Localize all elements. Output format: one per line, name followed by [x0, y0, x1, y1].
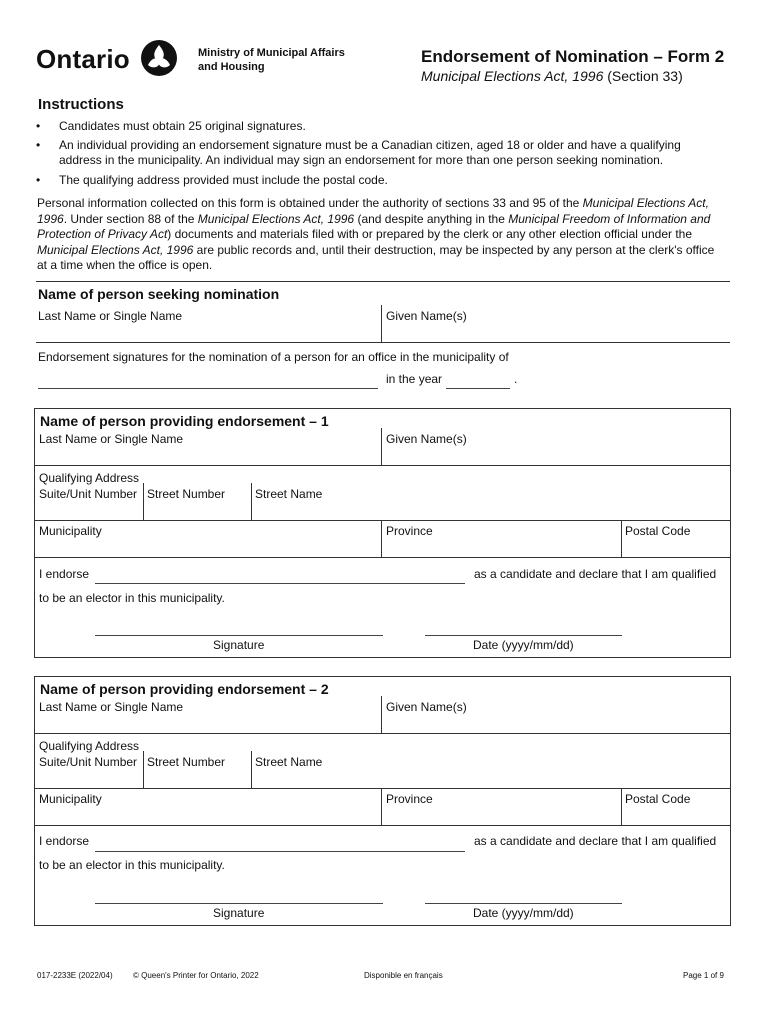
- ministry-name: [198, 46, 345, 74]
- nominee-given-names-field[interactable]: [382, 305, 730, 342]
- endorser-given-names-label: Given Name(s): [386, 700, 467, 714]
- endorser-2-heading: Name of person providing endorsement – 2: [40, 681, 329, 697]
- privacy-act-ref: Municipal Elections Act, 1996: [197, 211, 355, 226]
- bullet-icon: •: [36, 173, 41, 187]
- nominee-last-name-label: Last Name or Single Name: [38, 309, 183, 323]
- qualifying-address-label: Qualifying Address: [39, 739, 140, 753]
- municipality-label: Municipality: [39, 524, 102, 538]
- endorser-2-date-input[interactable]: [425, 903, 622, 904]
- street-name-label: Street Name: [255, 487, 323, 501]
- endorser-1-municipality-field[interactable]: [36, 521, 380, 557]
- instruction-item-continued: address in the municipality. An individual may sign an endorsement for more than one person seeking nomination.: [59, 153, 664, 167]
- french-version-note: Disponible en français: [364, 971, 443, 980]
- section-divider: [36, 281, 730, 282]
- endorser-1-signature-input[interactable]: [95, 635, 383, 636]
- municipality-label: Municipality: [39, 792, 102, 806]
- endorser-last-name-label: Last Name or Single Name: [39, 700, 184, 714]
- page-number: Page 1 of 9: [683, 971, 724, 980]
- suite-unit-label: Suite/Unit Number: [39, 755, 138, 769]
- endorser-1-suite-field[interactable]: [36, 467, 142, 520]
- street-number-label: Street Number: [147, 755, 226, 769]
- privacy-text: (and despite anything in the: [354, 211, 509, 226]
- form-title: Endorsement of Nomination – Form 2: [421, 47, 725, 66]
- row-divider: [35, 825, 730, 826]
- endorser-1-date-input[interactable]: [425, 635, 622, 636]
- privacy-act-ref: Municipal Elections Act,: [582, 196, 709, 210]
- privacy-text: Personal information collected on this form is obtained under the authority of sections 33 and 95 of the: [37, 196, 583, 210]
- declaration-text: as a candidate and declare that I am qualified: [474, 834, 717, 848]
- privacy-text: . Under section 88 of the: [63, 211, 198, 226]
- date-label: Date (yyyy/mm/dd): [473, 638, 574, 652]
- endorser-1-given-names-field[interactable]: [382, 428, 729, 465]
- row-divider: [35, 733, 730, 734]
- row-divider: [35, 465, 730, 466]
- signature-label: Signature: [213, 906, 265, 920]
- province-label: Province: [386, 792, 433, 806]
- street-name-label: Street Name: [255, 755, 323, 769]
- endorser-2-street-number-field[interactable]: [144, 751, 250, 788]
- ontario-logo-text: Ontario: [36, 44, 130, 74]
- endorser-2-given-names-field[interactable]: [382, 696, 729, 733]
- ministry-line-1: Ministry of Municipal Affairs: [198, 47, 345, 59]
- copyright-notice: © Queen's Printer for Ontario, 2022: [133, 971, 259, 980]
- instruction-item: The qualifying address provided must include the postal code.: [59, 173, 388, 187]
- nominee-heading: Name of person seeking nomination: [38, 286, 280, 302]
- in-the-year-label: in the year: [386, 372, 443, 386]
- elector-text: to be an elector in this municipality.: [39, 591, 225, 605]
- year-input[interactable]: [446, 388, 510, 389]
- endorser-1-province-field[interactable]: [382, 521, 620, 557]
- endorser-given-names-label: Given Name(s): [386, 432, 467, 446]
- privacy-text: ) documents and materials filed with or prepared by the clerk or any other election official under the: [167, 227, 693, 241]
- endorser-2-province-field[interactable]: [382, 789, 620, 825]
- nomination-statement: Endorsement signatures for the nomination of a person for an office in the municipality of: [38, 350, 509, 364]
- municipality-input[interactable]: [38, 388, 378, 389]
- bullet-icon: •: [36, 119, 41, 133]
- privacy-text: are public records and, until their destruction, may be inspected by any person at the clerk's office at a time when the office is open.: [37, 242, 715, 272]
- instruction-item: Candidates must obtain 25 original signatures.: [59, 119, 306, 133]
- postal-code-label: Postal Code: [625, 792, 691, 806]
- row-divider: [35, 557, 730, 558]
- nominee-given-names-label: Given Name(s): [386, 309, 467, 323]
- qualifying-address-label: Qualifying Address: [39, 471, 140, 485]
- act-section: (Section 33): [607, 68, 683, 84]
- endorser-1-heading: Name of person providing endorsement – 1: [40, 413, 329, 429]
- form-number: 017-2233E (2022/04): [37, 971, 113, 980]
- endorser-2-last-name-field[interactable]: [36, 696, 380, 733]
- endorser-1-street-name-field[interactable]: [252, 483, 729, 520]
- street-number-label: Street Number: [147, 487, 226, 501]
- endorser-2-suite-field[interactable]: [36, 735, 142, 788]
- endorser-1-last-name-field[interactable]: [36, 428, 380, 465]
- endorser-1-street-number-field[interactable]: [144, 483, 250, 520]
- postal-code-label: Postal Code: [625, 524, 691, 538]
- privacy-act-ref: Municipal Freedom of Information and Protection of Privacy Act: [37, 211, 711, 241]
- province-label: Province: [386, 524, 433, 538]
- trillium-logo-icon: [140, 39, 178, 77]
- field-underline: [36, 342, 730, 343]
- declaration-text: as a candidate and declare that I am qualified: [474, 567, 717, 581]
- endorser-2-postal-code-field[interactable]: [622, 789, 729, 825]
- endorser-2-municipality-field[interactable]: [36, 789, 380, 825]
- endorser-1-postal-code-field[interactable]: [622, 521, 729, 557]
- ministry-line-2: and Housing: [198, 61, 265, 73]
- statement-period: .: [514, 372, 518, 386]
- elector-text: to be an elector in this municipality.: [39, 858, 225, 872]
- endorser-2-signature-input[interactable]: [95, 903, 383, 904]
- endorser-1-candidate-input[interactable]: [95, 583, 465, 584]
- bullet-icon: •: [36, 138, 41, 152]
- act-name: Municipal Elections Act, 1996: [421, 68, 604, 84]
- privacy-act-ref: 1996: [37, 211, 64, 226]
- form-subtitle: [421, 68, 683, 84]
- signature-label: Signature: [213, 638, 265, 652]
- instruction-item: An individual providing an endorsement signature must be a Canadian citizen, aged 18 or older and have a qualifying: [59, 138, 681, 152]
- date-label: Date (yyyy/mm/dd): [473, 906, 574, 920]
- privacy-notice: [37, 196, 727, 274]
- endorser-2-candidate-input[interactable]: [95, 851, 465, 852]
- instructions-heading: Instructions: [38, 96, 124, 113]
- suite-unit-label: Suite/Unit Number: [39, 487, 138, 501]
- i-endorse-label: I endorse: [39, 834, 90, 848]
- endorser-2-street-name-field[interactable]: [252, 751, 729, 788]
- nominee-last-name-field[interactable]: [36, 305, 380, 342]
- privacy-act-ref: Municipal Elections Act, 1996: [37, 242, 194, 257]
- i-endorse-label: I endorse: [39, 567, 90, 581]
- endorser-last-name-label: Last Name or Single Name: [39, 432, 184, 446]
